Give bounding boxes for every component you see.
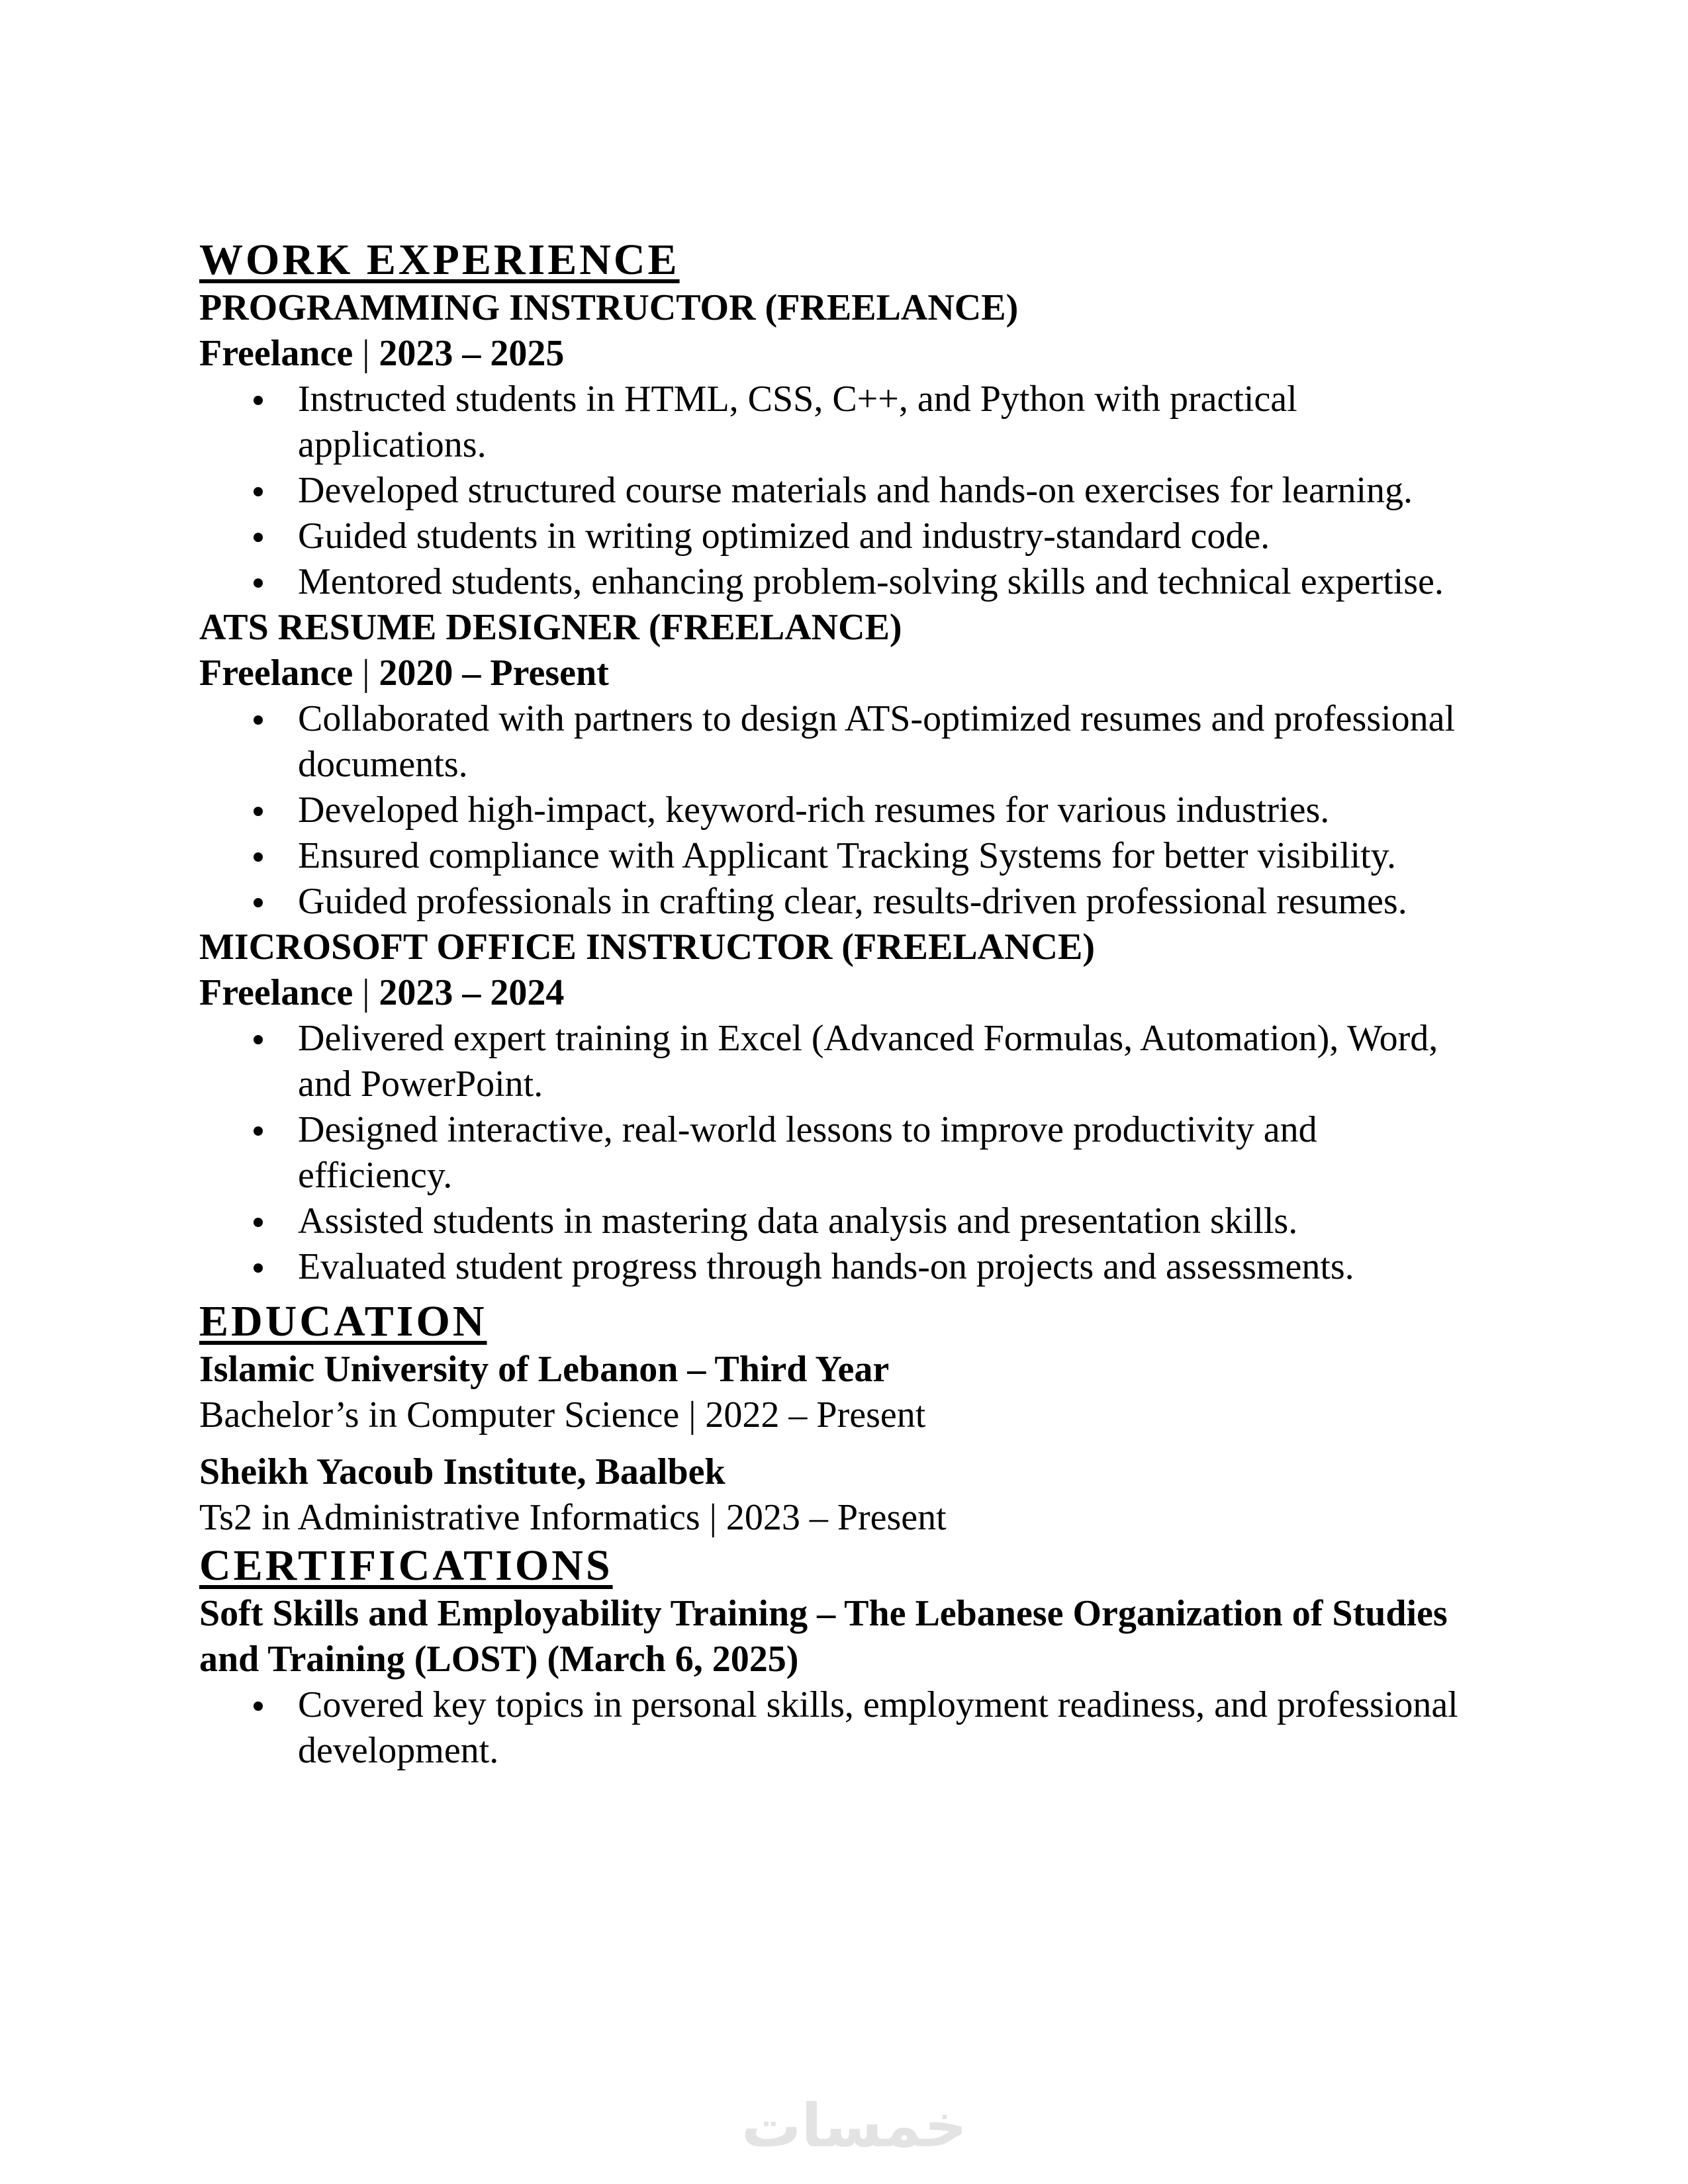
education-institution: Islamic University of Lebanon – Third Year xyxy=(199,1349,890,1390)
job-meta xyxy=(199,651,1470,696)
job-org: Freelance xyxy=(199,333,353,374)
section-heading-education: EDUCATION xyxy=(199,1297,487,1345)
education-detail: Ts2 in Administrative Informatics | 2023 – Present xyxy=(199,1497,947,1538)
job-org: Freelance xyxy=(199,972,353,1013)
section-heading-work-experience: WORK EXPERIENCE xyxy=(199,236,680,284)
job-entry xyxy=(199,285,1470,605)
bullet-item: Ensured compliance with Applicant Tracking Systems for better visibility. xyxy=(199,833,1470,879)
separator: | xyxy=(353,333,379,374)
watermark-logo: خمسات xyxy=(741,2091,968,2161)
job-dates: 2023 – 2024 xyxy=(379,972,565,1013)
bullet-item: Mentored students, enhancing problem-solving skills and technical expertise. xyxy=(199,559,1470,605)
certification-bullets xyxy=(199,1682,1470,1774)
bullet-item: Designed interactive, real-world lessons to improve productivity and efficiency. xyxy=(199,1107,1470,1199)
job-dates: 2023 – 2025 xyxy=(379,333,565,374)
bullet-item: Delivered expert training in Excel (Advanced Formulas, Automation), Word, and PowerPoint. xyxy=(199,1016,1470,1107)
education-entry xyxy=(199,1449,1470,1541)
section-heading-certifications: CERTIFICATIONS xyxy=(199,1541,613,1590)
job-entry xyxy=(199,925,1470,1290)
certification-entry xyxy=(199,1591,1470,1774)
education-detail: Bachelor’s in Computer Science | 2022 – Present xyxy=(199,1394,926,1435)
job-meta xyxy=(199,331,1470,377)
resume-page xyxy=(199,235,1470,1774)
education-institution: Sheikh Yacoub Institute, Baalbek xyxy=(199,1451,726,1492)
job-bullets xyxy=(199,1016,1470,1290)
job-bullets xyxy=(199,377,1470,605)
bullet-item: Guided students in writing optimized and industry-standard code. xyxy=(199,514,1470,559)
bullet-item: Guided professionals in crafting clear, results-driven professional resumes. xyxy=(199,879,1470,925)
job-dates: 2020 – Present xyxy=(379,653,609,694)
bullet-item: Developed high-impact, keyword-rich resumes for various industries. xyxy=(199,788,1470,833)
job-bullets xyxy=(199,696,1470,925)
bullet-item: Covered key topics in personal skills, employment readiness, and professional development. xyxy=(199,1682,1470,1774)
bullet-item: Collaborated with partners to design ATS-optimized resumes and professional documents. xyxy=(199,696,1470,788)
bullet-item: Evaluated student progress through hands-on projects and assessments. xyxy=(199,1244,1470,1290)
certification-title: Soft Skills and Employability Training – The Lebanese Organization of Studies and Training (LOST) (March 6, 2025) xyxy=(199,1593,1448,1680)
bullet-item: Assisted students in mastering data analysis and presentation skills. xyxy=(199,1199,1470,1244)
job-meta xyxy=(199,970,1470,1016)
separator: | xyxy=(353,972,379,1013)
bullet-item: Instructed students in HTML, CSS, C++, and Python with practical applications. xyxy=(199,377,1470,468)
separator: | xyxy=(353,653,379,694)
job-title: MICROSOFT OFFICE INSTRUCTOR (FREELANCE) xyxy=(199,927,1095,968)
job-org: Freelance xyxy=(199,653,353,694)
education-entry xyxy=(199,1347,1470,1438)
job-entry xyxy=(199,605,1470,925)
bullet-item: Developed structured course materials and hands-on exercises for learning. xyxy=(199,468,1470,514)
job-title: PROGRAMMING INSTRUCTOR (FREELANCE) xyxy=(199,287,1019,328)
job-title: ATS RESUME DESIGNER (FREELANCE) xyxy=(199,607,902,648)
